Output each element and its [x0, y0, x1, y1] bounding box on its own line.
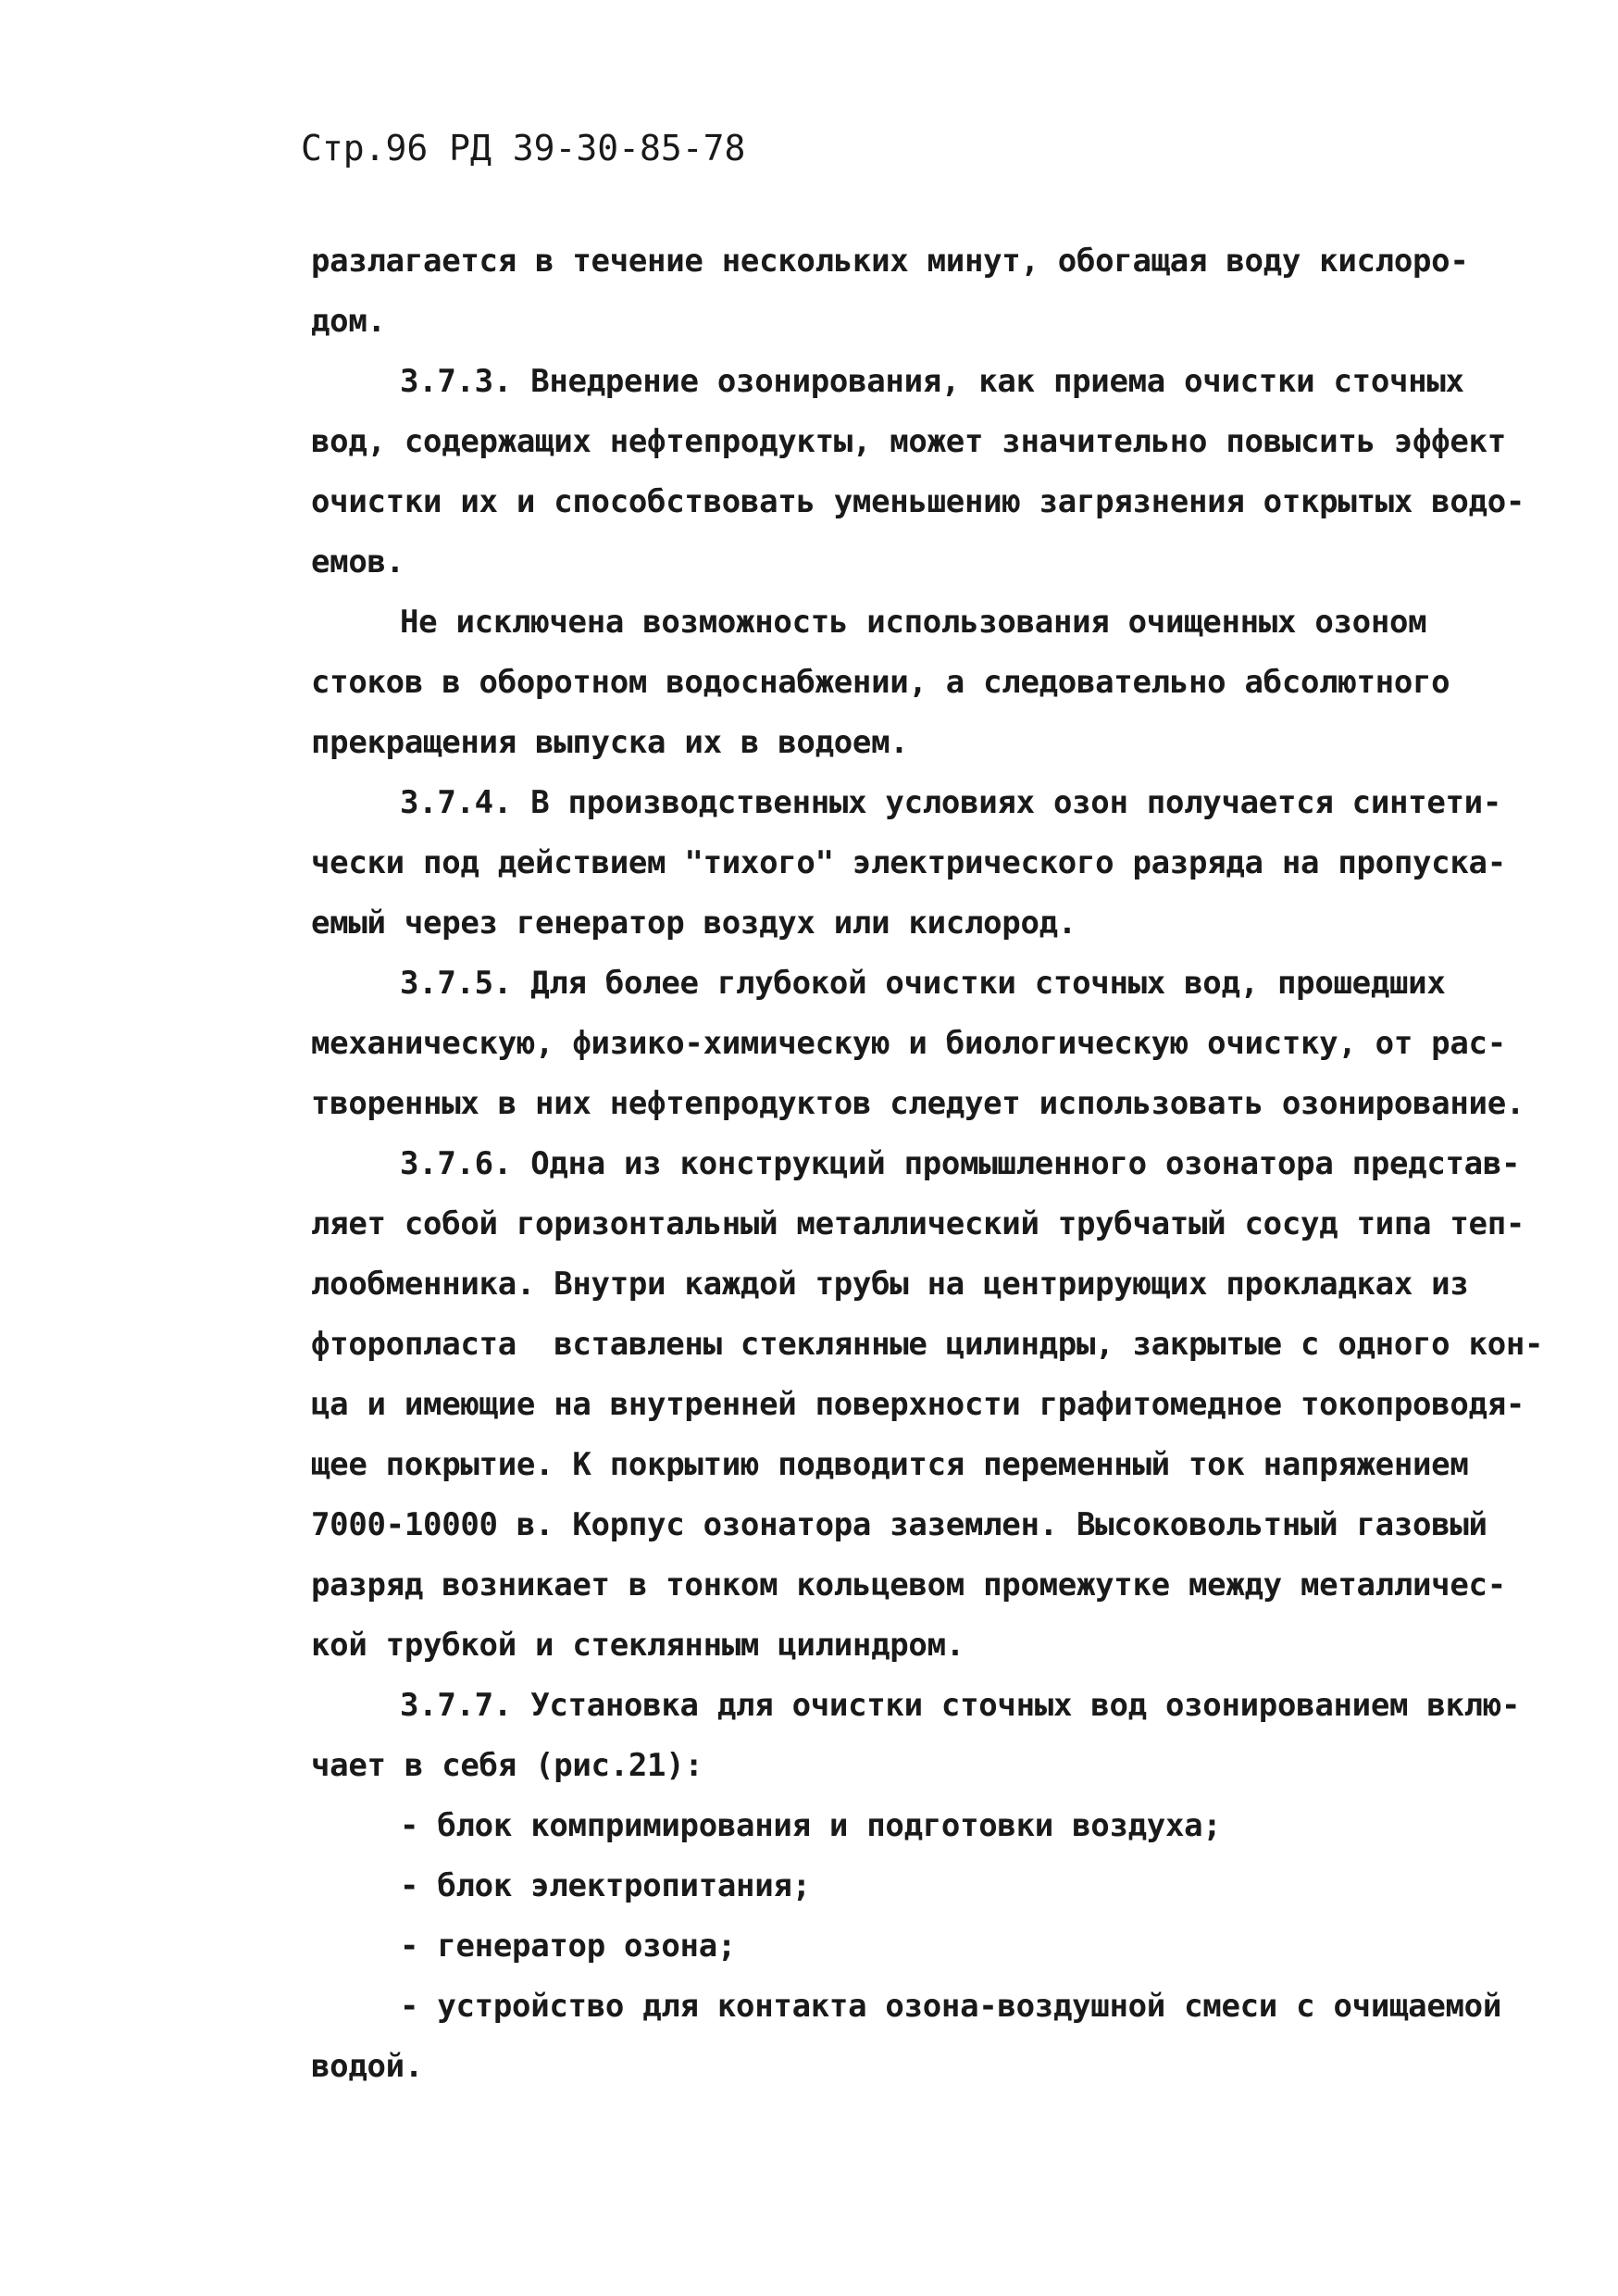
text-line: очистки их и способствовать уменьшению загрязнения открытых водо- — [311, 483, 1525, 520]
text-line: емов. — [311, 543, 404, 580]
document-body — [311, 231, 1544, 2097]
list-item: - генератор озона; — [400, 1928, 737, 1965]
list-item: - блок компримирования и подготовки воздуха; — [400, 1807, 1222, 1844]
text-line: емый через генератор воздух или кислород. — [311, 905, 1077, 942]
text-line: разряд возникает в тонком кольцевом промежутке между металличес- — [311, 1566, 1506, 1603]
paragraph-3-7-5-start: 3.7.5. Для более глубокой очистки сточных вод, прошедших — [400, 965, 1446, 1002]
text-line: фторопласта вставлены стеклянные цилиндры, закрытые с одного кон- — [311, 1326, 1544, 1363]
text-line: лообменника. Внутри каждой трубы на центрирующих прокладках из — [311, 1266, 1469, 1303]
running-head: Стр.96 РД 39-30-85-78 — [301, 128, 746, 168]
text-line: вод, содержащих нефтепродукты, может значительно повысить эффект — [311, 423, 1506, 460]
text-line: творенных в них нефтепродуктов следует использовать озонирование. — [311, 1085, 1525, 1122]
paragraph-3-7-4-start: 3.7.4. В производственных условиях озон получается синтети- — [400, 784, 1502, 821]
paragraph-3-7-6-start: 3.7.6. Одна из конструкций промышленного озонатора представ- — [400, 1145, 1521, 1182]
paragraph-3-7-3-start: 3.7.3. Внедрение озонирования, как приема очистки сточных — [400, 363, 1464, 400]
text-line: чески под действием "тихого" электрического разряда на пропуска- — [311, 844, 1506, 881]
text-line: щее покрытие. К покрытию подводится переменный ток напряжением — [311, 1446, 1469, 1483]
text-line: 7000-10000 в. Корпус озонатора заземлен. Высоковольтный газовый — [311, 1506, 1487, 1543]
text-line: механическую, физико-химическую и биологическую очистку, от рас- — [311, 1025, 1506, 1062]
list-item: - блок электропитания; — [400, 1867, 811, 1904]
text-line: стоков в оборотном водоснабжении, а следовательно абсолютного — [311, 664, 1450, 701]
text-line: разлагается в течение нескольких минут, обогащая воду кислоро- — [311, 243, 1469, 280]
text-line: дом. — [311, 303, 386, 340]
list-item: - устройство для контакта озона-воздушной смеси с очищаемой — [400, 1988, 1502, 2025]
text-line: прекращения выпуска их в водоем. — [311, 724, 909, 761]
paragraph-start: Не исключена возможность использования очищенных озоном — [400, 604, 1427, 641]
text-line: кой трубкой и стеклянным цилиндром. — [311, 1627, 965, 1664]
text-line: водой. — [311, 2048, 424, 2085]
paragraph-3-7-7-start: 3.7.7. Установка для очистки сточных вод озонированием вклю- — [400, 1687, 1521, 1724]
text-line: ляет собой горизонтальный металлический трубчатый сосуд типа теп- — [311, 1205, 1525, 1242]
text-line: ца и имеющие на внутренней поверхности графитомедное токопроводя- — [311, 1386, 1525, 1423]
text-line: чает в себя (рис.21): — [311, 1747, 703, 1784]
